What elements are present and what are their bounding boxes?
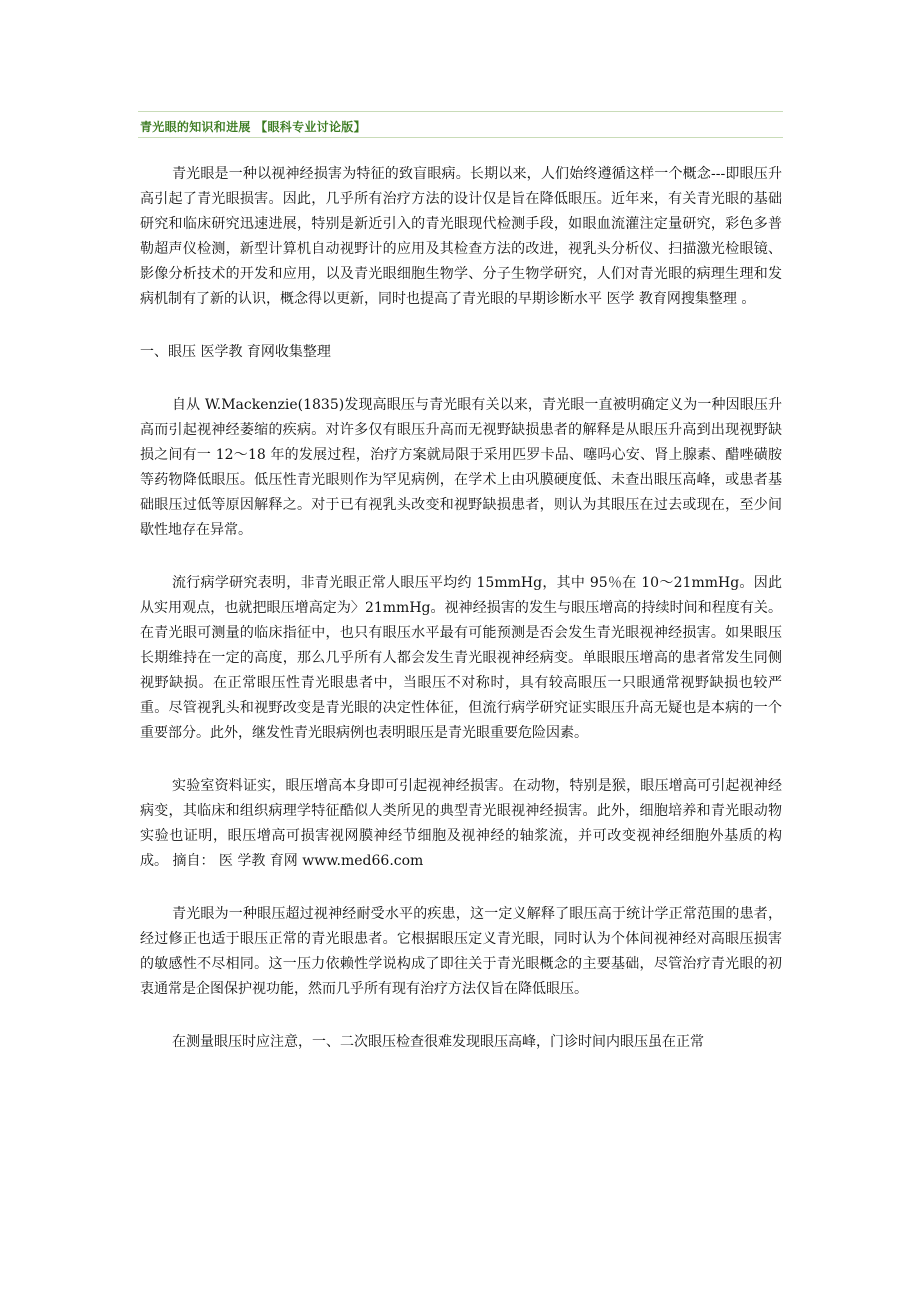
body-paragraph: 自从 W.Mackenzie(1835)发现高眼压与青光眼有关以来，青光眼一直被明确定义为一种因眼压升高而引起视神经萎缩的疾病。对许多仅有眼压升高而无视野缺损患者的解释是从眼压升高到出现视野缺损之间有一 12～18 年的发展过程，治疗方案就局限于采用匹罗卡品、噻吗心安、肾上腺素、醋唑磺胺等药物降低眼压。低压性青光眼则作为罕见病例，在学术上由巩膜硬度低、未查出眼压高峰，或患者基础眼压过低等原因解释之。对于已有视乳头改变和视野缺损患者，则认为其眼压在过去或现在，至少间歇性地存在异常。 [140,397,782,538]
section-heading: 一、眼压 医学教 育网收集整理 [140,344,331,360]
body-paragraph: 流行病学研究表明，非青光眼正常人眼压平均约 15mmHg，其中 95％在 10～21mmHg。因此从实用观点，也就把眼压增高定为〉21mmHg。视神经损害的发生与眼压增高的持续时间和程度有关。在青光眼可测量的临床指征中，也只有眼压水平最有可能预测是否会发生青光眼视神经损害。如果眼压长期维持在一定的高度，那么几乎所有人都会发生青光眼视神经病变。单眼眼压增高的患者常发生同侧视野缺损。在正常眼压性青光眼患者中，当眼压不对称时，具有较高眼压一只眼通常视野缺损也较严重。尽管视乳头和视野改变是青光眼的决定性体征，但流行病学研究证实眼压升高无疑也是本病的一个重要部分。此外，继发性青光眼病例也表明眼压是青光眼重要危险因素。 [140,575,782,741]
body-paragraph: 实验室资料证实，眼压增高本身即可引起视神经损害。在动物，特别是猴，眼压增高可引起视神经病变，其临床和组织病理学特征酷似人类所见的典型青光眼视神经损害。此外，细胞培养和青光眼动物实验也证明，眼压增高可损害视网膜神经节细胞及视神经的轴浆流，并可改变视神经细胞外基质的构成。 摘自： 医 学教 育网 www.med66.com [140,778,782,869]
intro-paragraph: 青光眼是一种以视神经损害为特征的致盲眼病。长期以来，人们始终遵循这样一个概念---即眼压升高引起了青光眼损害。因此，几乎所有治疗方法的设计仅是旨在降低眼压。近年来，有关青光眼的基础研究和临床研究迅速进展，特别是新近引入的青光眼现代检测手段，如眼血流灌注定量研究，彩色多普勒超声仪检测，新型计算机自动视野计的应用及其检查方法的改进，视乳头分析仪、扫描激光检眼镜、影像分析技术的开发和应用，以及青光眼细胞生物学、分子生物学研究，人们对青光眼的病理生理和发病机制有了新的认识，概念得以更新，同时也提高了青光眼的早期诊断水平 医学 教育网搜集整理 。 [140,166,782,307]
body-paragraph: 青光眼为一种眼压超过视神经耐受水平的疾患，这一定义解释了眼压高于统计学正常范围的患者，经过修正也适于眼压正常的青光眼患者。它根据眼压定义青光眼，同时认为个体间视神经对高眼压损害的敏感性不尽相同。这一压力依赖性学说构成了即往关于青光眼概念的主要基础，尽管治疗青光眼的初衷通常是企图保护视功能，然而几乎所有现有治疗方法仅旨在降低眼压。 [140,906,782,997]
article-title: 青光眼的知识和进展 【眼科专业讨论版】 [140,120,366,134]
header-top-rule [138,111,783,112]
header-bottom-rule [138,137,783,138]
article-body [140,162,782,1083]
body-paragraph: 在测量眼压时应注意，一、二次眼压检查很难发现眼压高峰，门诊时间内眼压虽在正常 [172,1034,704,1050]
